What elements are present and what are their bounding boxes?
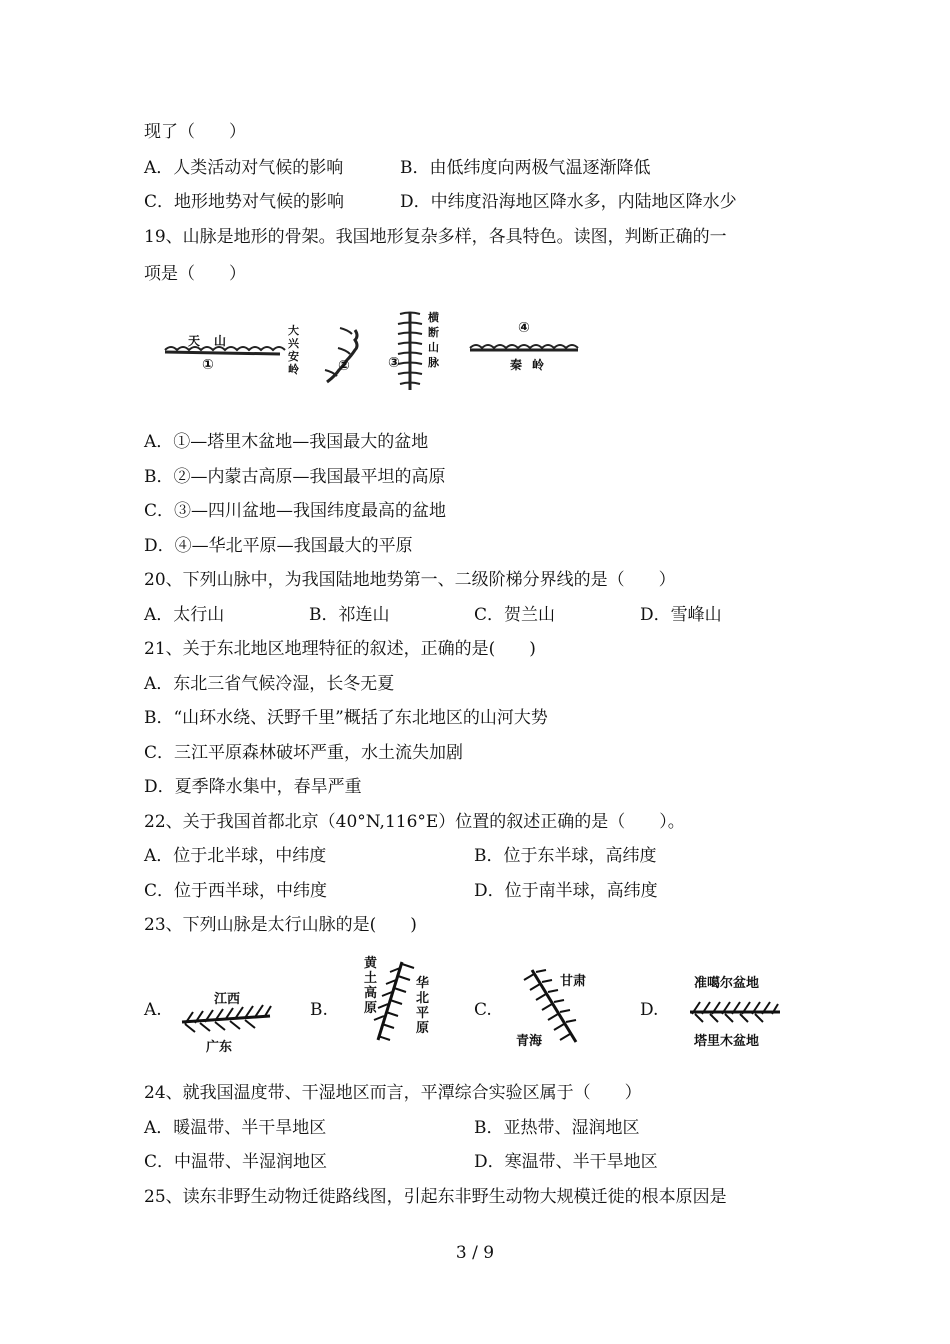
q19-option-c: C．③—四川盆地—我国纬度最高的盆地 <box>144 501 447 521</box>
q20-option-b: B．祁连山 <box>309 605 390 625</box>
q20-stem: 20、下列山脉中，为我国陆地地势第一、二级阶梯分界线的是（ ） <box>144 570 676 590</box>
q23-figure <box>140 950 800 1060</box>
label-num-2: ② <box>338 358 350 374</box>
q21-option-c: C．三江平原森林破坏严重，水土流失加剧 <box>144 743 464 763</box>
label-hengduanshanmai: 横断山脉 <box>428 311 439 369</box>
q23-a-label-jiangxi: 江西 <box>214 992 241 1007</box>
q18-option-a: A．人类活动对气候的影响 <box>144 158 344 178</box>
q23-b-label-huabei: 华北平原 <box>416 976 430 1036</box>
q22-option-b: B．位于东半球，高纬度 <box>474 846 657 866</box>
label-tianshan: 天山 <box>188 334 241 348</box>
q21-option-a: A．东北三省气候冷湿，长冬无夏 <box>144 674 395 694</box>
q21-stem: 21、关于东北地区地理特征的叙述，正确的是( ) <box>144 639 536 659</box>
q23-d-label-tarim: 塔里木盆地 <box>694 1034 760 1049</box>
q19-option-a: A．①—塔里木盆地—我国最大的盆地 <box>144 432 429 452</box>
q19-figure <box>160 300 590 400</box>
q24-option-c: C．中温带、半湿润地区 <box>144 1152 328 1172</box>
label-num-1: ① <box>202 357 214 373</box>
q24-option-b: B．亚热带、湿润地区 <box>474 1118 640 1138</box>
q23-b-label-huangtu: 黄土高原 <box>364 956 378 1016</box>
q20-option-d: D．雪峰山 <box>640 605 722 625</box>
q22-stem: 22、关于我国首都北京（40°N,116°E）位置的叙述正确的是（ ）。 <box>144 812 685 832</box>
q23-option-c-letter: C. <box>474 1000 492 1020</box>
page-number: 3 / 9 <box>455 1243 495 1263</box>
q20-option-a: A．太行山 <box>144 605 225 625</box>
q18-option-c: C．地形地势对气候的影响 <box>144 192 345 212</box>
label-qinling: 秦岭 <box>510 358 555 372</box>
q23-stem: 23、下列山脉是太行山脉的是( ) <box>144 915 417 935</box>
q18-stem-tail: 现了（ ） <box>144 122 246 142</box>
q23-option-a-letter: A. <box>144 1000 162 1020</box>
q21-option-b: B．“山环水绕、沃野千里”概括了东北地区的山河大势 <box>144 708 548 728</box>
q22-option-c: C．位于西半球，中纬度 <box>144 881 328 901</box>
q23-option-b-letter: B. <box>310 1000 328 1020</box>
q23-c-label-gansu: 甘肃 <box>560 974 587 989</box>
q22-option-a: A．位于北半球，中纬度 <box>144 846 327 866</box>
label-num-3: ③ <box>388 355 400 371</box>
q19-stem-1: 19、山脉是地形的骨架。我国地形复杂多样，各具特色。读图，判断正确的一 <box>144 227 727 247</box>
q20-option-c: C．贺兰山 <box>474 605 556 625</box>
q18-option-d: D．中纬度沿海地区降水多，内陆地区降水少 <box>400 192 737 212</box>
q24-option-a: A．暖温带、半干旱地区 <box>144 1118 327 1138</box>
q23-d-label-junggar: 准噶尔盆地 <box>694 976 760 991</box>
q19-option-d: D．④—华北平原—我国最大的平原 <box>144 536 413 556</box>
q24-option-d: D．寒温带、半干旱地区 <box>474 1152 658 1172</box>
q19-option-b: B．②—内蒙古高原—我国最平坦的高原 <box>144 467 446 487</box>
q18-option-b: B．由低纬度向两极气温逐渐降低 <box>400 158 651 178</box>
label-daxinganling: 大兴安岭 <box>288 324 299 376</box>
q21-option-d: D．夏季降水集中，春旱严重 <box>144 777 362 797</box>
q23-option-d-letter: D. <box>640 1000 659 1020</box>
q23-a-label-guangdong: 广东 <box>206 1040 233 1055</box>
q22-option-d: D．位于南半球，高纬度 <box>474 881 658 901</box>
q19-mountain-sketches <box>160 300 590 400</box>
q24-stem: 24、就我国温度带、干湿地区而言，平潭综合实验区属于（ ） <box>144 1083 642 1103</box>
q19-stem-2: 项是（ ） <box>144 264 246 284</box>
q23-c-label-qinghai: 青海 <box>516 1034 543 1049</box>
label-num-4: ④ <box>518 320 530 336</box>
q25-stem: 25、读东非野生动物迁徙路线图，引起东非野生动物大规模迁徙的根本原因是 <box>144 1187 727 1207</box>
